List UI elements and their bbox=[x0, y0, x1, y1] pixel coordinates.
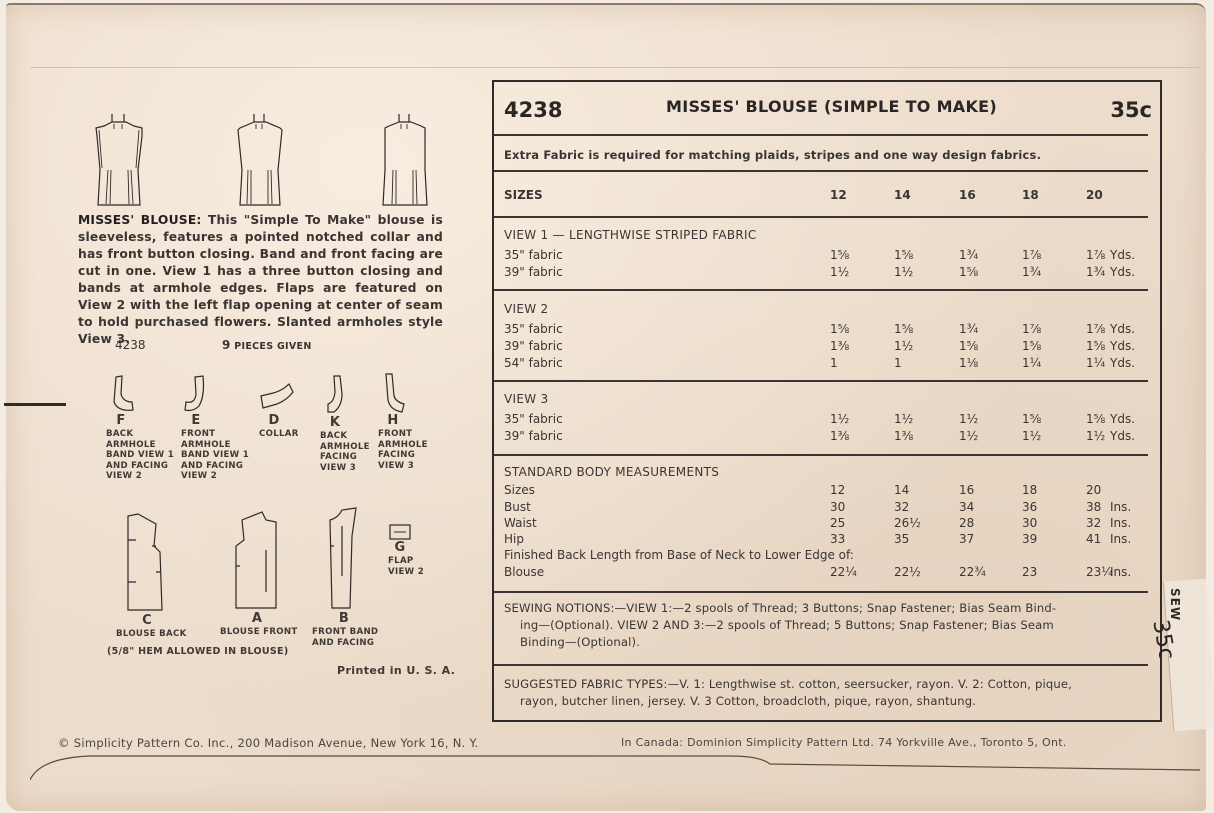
cell: 28 bbox=[959, 516, 975, 530]
table-row bbox=[504, 322, 1150, 338]
divider bbox=[494, 134, 1148, 136]
row-label: Hip bbox=[504, 532, 524, 546]
unit: Yds. bbox=[1110, 412, 1136, 426]
piece-label-line: ARMHOLE bbox=[181, 439, 231, 450]
cell: 23¼ bbox=[1086, 565, 1113, 579]
unit: Ins. bbox=[1110, 532, 1132, 546]
cell: 22½ bbox=[894, 565, 921, 579]
pieces-label: PIECES GIVEN bbox=[234, 341, 312, 352]
cell: 35 bbox=[894, 532, 910, 546]
piece-label-line: ARMHOLE bbox=[378, 439, 428, 450]
cell: 39 bbox=[1022, 532, 1038, 546]
row-label: 39" fabric bbox=[504, 265, 563, 279]
piece-e bbox=[181, 374, 249, 482]
piece-b bbox=[312, 506, 379, 648]
piece-label-line: BAND VIEW 1 bbox=[181, 450, 249, 460]
row-label: 39" fabric bbox=[504, 429, 563, 443]
cell: 1⅞ bbox=[1086, 322, 1106, 336]
cell: 1⅝ bbox=[959, 265, 979, 279]
cell: 1½ bbox=[894, 265, 914, 279]
divider bbox=[494, 591, 1148, 593]
cell: 23 bbox=[1022, 565, 1038, 579]
row-label: Sizes bbox=[504, 483, 535, 497]
cell: 1⅜ bbox=[830, 339, 850, 353]
table-row bbox=[504, 532, 1150, 548]
piece-label-line: BACK bbox=[106, 429, 134, 439]
blouse-view-3-illustration bbox=[375, 110, 435, 210]
divider bbox=[494, 454, 1148, 456]
piece-f bbox=[106, 374, 174, 482]
pattern-price: 35c bbox=[1110, 98, 1152, 122]
cell: 1⅞ bbox=[1022, 248, 1042, 262]
description-body: This "Simple To Make" blouse is sleeveless, features a pointed notched collar and has front button closing. Band and front facing are cut in one. View 1 has a three button closing and bands at armhole edges. Flaps are featured on View 2 with the left flap opening at center of seam to hold purchased flowers. Slanted armholes style View 3. bbox=[78, 213, 443, 346]
blouse-view-1-illustration bbox=[90, 110, 150, 210]
cell: 33 bbox=[830, 532, 846, 546]
description-lead: MISSES' BLOUSE: bbox=[78, 213, 202, 227]
table-row bbox=[504, 516, 1150, 532]
row-label: 39" fabric bbox=[504, 339, 563, 353]
piece-label-line: VIEW 2 bbox=[181, 471, 217, 481]
piece-label-line: FRONT BAND bbox=[312, 627, 379, 637]
piece-label-line: FLAP bbox=[388, 556, 414, 566]
table-row bbox=[504, 248, 1150, 264]
armhole-band-piece-icon bbox=[181, 374, 211, 414]
cell: 22¼ bbox=[830, 565, 857, 579]
unit: Ins. bbox=[1110, 516, 1132, 530]
piece-letter: A bbox=[251, 611, 263, 626]
cell: 1¼ bbox=[1022, 356, 1042, 370]
cell: 1½ bbox=[959, 412, 979, 426]
piece-label-line: BAND VIEW 1 bbox=[106, 450, 174, 460]
row-label: 54" fabric bbox=[504, 356, 563, 370]
stamp-price: 35c bbox=[1147, 618, 1179, 662]
cell: 26½ bbox=[894, 516, 921, 530]
table-row bbox=[504, 265, 1150, 281]
table-row bbox=[504, 339, 1150, 355]
piece-letter: G bbox=[394, 540, 406, 555]
table-row bbox=[504, 483, 1150, 499]
cell: 37 bbox=[959, 532, 975, 546]
cell: 25 bbox=[830, 516, 846, 530]
fold-mark bbox=[4, 403, 66, 406]
cell: 18 bbox=[1022, 483, 1038, 497]
hem-note: (5/8" HEM ALLOWED IN BLOUSE) bbox=[107, 646, 289, 657]
cell: 1½ bbox=[1086, 429, 1106, 443]
piece-h bbox=[378, 372, 428, 471]
view-illustrations bbox=[80, 110, 450, 210]
unit: Yds. bbox=[1110, 356, 1136, 370]
cell: 1⅝ bbox=[830, 322, 850, 336]
cell: 1½ bbox=[959, 429, 979, 443]
cell: 1⅝ bbox=[1086, 339, 1106, 353]
blouse-front-piece-icon bbox=[232, 510, 282, 612]
piece-label-line: AND FACING bbox=[106, 460, 169, 471]
cell: 1½ bbox=[830, 265, 850, 279]
unit: Yds. bbox=[1110, 248, 1136, 262]
yardage-chart-box bbox=[492, 80, 1162, 722]
envelope-flap-edge bbox=[30, 752, 1200, 782]
piece-label: BLOUSE FRONT bbox=[220, 627, 298, 637]
cell: 30 bbox=[830, 500, 846, 514]
pattern-number-small: 4238 bbox=[115, 338, 146, 352]
cell: 1¾ bbox=[959, 322, 979, 336]
printed-in-usa: Printed in U. S. A. bbox=[337, 664, 456, 677]
piece-c bbox=[116, 512, 187, 640]
cell: 16 bbox=[959, 483, 975, 497]
suggested-fabric-types bbox=[504, 676, 1149, 710]
armhole-facing-piece-icon bbox=[320, 374, 350, 416]
cell: 36 bbox=[1022, 500, 1038, 514]
piece-label-line: VIEW 3 bbox=[378, 460, 414, 471]
cell: 1⅝ bbox=[894, 248, 914, 262]
row-label: Blouse bbox=[504, 565, 545, 579]
piece-letter: C bbox=[142, 613, 152, 628]
piece-d bbox=[259, 380, 299, 440]
sewing-notions-line: ing—(Optional). VIEW 2 AND 3:—2 spools of Thread; 5 Buttons; Snap Fastener; Bias Seam bbox=[520, 618, 1054, 632]
pieces-given bbox=[222, 338, 312, 352]
collar-piece-icon bbox=[259, 380, 295, 414]
cell: 1¾ bbox=[959, 248, 979, 262]
row-label: 35" fabric bbox=[504, 322, 563, 336]
piece-label-line: AND FACING bbox=[312, 637, 375, 648]
piece-label-line: FACING bbox=[320, 452, 358, 462]
cell: 1⅜ bbox=[894, 429, 914, 443]
cell: 38 bbox=[1086, 500, 1102, 514]
cell: 1⅞ bbox=[1022, 322, 1042, 336]
row-label: 35" fabric bbox=[504, 248, 563, 262]
size-cell: 12 bbox=[830, 188, 847, 202]
pattern-number: 4238 bbox=[504, 98, 563, 122]
piece-g bbox=[388, 523, 424, 577]
size-cell: 16 bbox=[959, 188, 976, 202]
front-band-piece-icon bbox=[326, 506, 362, 612]
unit: Yds. bbox=[1110, 322, 1136, 336]
divider bbox=[494, 289, 1148, 291]
flap-piece-icon bbox=[388, 523, 412, 541]
armhole-facing-piece-icon bbox=[378, 372, 408, 414]
cell: 1¾ bbox=[1086, 265, 1106, 279]
piece-label-line: AND FACING bbox=[181, 460, 244, 471]
piece-letter: B bbox=[338, 611, 350, 626]
piece-label-line: FRONT bbox=[378, 429, 413, 439]
pattern-title: MISSES' BLOUSE (SIMPLE TO MAKE) bbox=[666, 97, 998, 116]
cell: 34 bbox=[959, 500, 975, 514]
cell: 1⅝ bbox=[1022, 339, 1042, 353]
piece-label-line: BACK bbox=[320, 431, 348, 441]
armhole-band-piece-icon bbox=[106, 374, 136, 414]
view1-heading: VIEW 1 — LENGTHWISE STRIPED FABRIC bbox=[504, 228, 757, 242]
fabric-types-line: rayon, butcher linen, jersey. V. 3 Cotton, broadcloth, pique, rayon, shantung. bbox=[520, 694, 977, 708]
measurements-heading: STANDARD BODY MEASUREMENTS bbox=[504, 465, 720, 479]
cell: 1⅝ bbox=[1086, 412, 1106, 426]
cell: 1 bbox=[830, 356, 838, 370]
divider bbox=[494, 380, 1148, 382]
cell: 32 bbox=[894, 500, 910, 514]
table-row bbox=[504, 565, 1150, 581]
row-label: 35" fabric bbox=[504, 412, 563, 426]
cell: 1½ bbox=[830, 412, 850, 426]
piece-a bbox=[220, 510, 298, 638]
divider bbox=[494, 216, 1148, 218]
cell: 1 bbox=[894, 356, 902, 370]
size-cell: 14 bbox=[894, 188, 911, 202]
piece-label-line: FRONT bbox=[181, 429, 216, 439]
piece-k bbox=[320, 374, 370, 473]
size-cell: 20 bbox=[1086, 188, 1103, 202]
canada-address: In Canada: Dominion Simplicity Pattern Ltd. 74 Yorkville Ave., Toronto 5, Ont. bbox=[621, 736, 1067, 749]
pieces-count: 9 bbox=[222, 338, 231, 352]
unit: Yds. bbox=[1110, 429, 1136, 443]
row-label: Waist bbox=[504, 516, 537, 530]
piece-label-line: VIEW 2 bbox=[106, 471, 142, 481]
cell: 20 bbox=[1086, 483, 1102, 497]
stamp-sew: SEW bbox=[1168, 588, 1182, 622]
extra-fabric-note: Extra Fabric is required for matching plaids, stripes and one way design fabrics. bbox=[504, 148, 1042, 162]
table-row bbox=[504, 500, 1150, 516]
unit: Ins. bbox=[1110, 565, 1132, 579]
sizes-header-row bbox=[504, 188, 1150, 204]
back-length-label: Finished Back Length from Base of Neck to Lower Edge of: bbox=[504, 548, 854, 562]
cell: 14 bbox=[894, 483, 910, 497]
piece-label-line: ARMHOLE bbox=[320, 441, 370, 452]
piece-letter: F bbox=[116, 413, 126, 428]
blouse-view-2-illustration bbox=[230, 110, 290, 210]
row-label: Bust bbox=[504, 500, 531, 514]
blouse-back-piece-icon bbox=[122, 512, 172, 614]
view3-heading: VIEW 3 bbox=[504, 392, 549, 406]
cell: 1⅝ bbox=[1022, 412, 1042, 426]
divider bbox=[494, 664, 1148, 666]
piece-label-line: COLLAR bbox=[259, 429, 299, 439]
sizes-label: SIZES bbox=[504, 188, 543, 202]
cell: 1½ bbox=[894, 339, 914, 353]
divider bbox=[494, 170, 1148, 172]
table-row bbox=[504, 412, 1150, 428]
cell: 1¼ bbox=[1086, 356, 1106, 370]
cell: 1½ bbox=[1022, 429, 1042, 443]
unit: Yds. bbox=[1110, 265, 1136, 279]
cell: 22¾ bbox=[959, 565, 986, 579]
piece-label-line: VIEW 2 bbox=[388, 566, 424, 577]
cell: 1⅝ bbox=[830, 248, 850, 262]
back-length-label-row bbox=[504, 548, 1150, 564]
sewing-notions bbox=[504, 600, 1149, 651]
piece-letter: D bbox=[268, 413, 280, 428]
pattern-description bbox=[78, 212, 443, 348]
size-cell: 18 bbox=[1022, 188, 1039, 202]
cell: 1⅞ bbox=[1086, 248, 1106, 262]
cell: 32 bbox=[1086, 516, 1102, 530]
fold-crease bbox=[30, 67, 1200, 68]
table-row bbox=[504, 429, 1150, 445]
table-row bbox=[504, 356, 1150, 372]
piece-label-line: VIEW 3 bbox=[320, 462, 356, 473]
cell: 1⅛ bbox=[959, 356, 979, 370]
cell: 1½ bbox=[894, 412, 914, 426]
sewing-notions-line: Binding—(Optional). bbox=[520, 635, 641, 649]
piece-letter: K bbox=[329, 415, 341, 430]
piece-label: BLOUSE BACK bbox=[116, 629, 187, 639]
fabric-types-line: SUGGESTED FABRIC TYPES:—V. 1: Lengthwise st. cotton, seersucker, rayon. V. 2: Cotton, pique, bbox=[504, 677, 1072, 691]
view2-heading: VIEW 2 bbox=[504, 302, 549, 316]
piece-label-line: ARMHOLE bbox=[106, 439, 156, 450]
piece-letter: E bbox=[191, 413, 201, 428]
cell: 12 bbox=[830, 483, 846, 497]
publisher-address: © Simplicity Pattern Co. Inc., 200 Madison Avenue, New York 16, N. Y. bbox=[58, 736, 479, 750]
unit: Yds. bbox=[1110, 339, 1136, 353]
cell: 1⅝ bbox=[959, 339, 979, 353]
cell: 30 bbox=[1022, 516, 1038, 530]
piece-letter: H bbox=[387, 413, 399, 428]
cell: 1⅜ bbox=[830, 429, 850, 443]
piece-label-line: FACING bbox=[378, 450, 416, 460]
cell: 1¾ bbox=[1022, 265, 1042, 279]
cell: 1⅝ bbox=[894, 322, 914, 336]
sewing-notions-line: SEWING NOTIONS:—VIEW 1:—2 spools of Thread; 3 Buttons; Snap Fastener; Bias Seam Bind- bbox=[504, 601, 1057, 615]
cell: 41 bbox=[1086, 532, 1102, 546]
unit: Ins. bbox=[1110, 500, 1132, 514]
